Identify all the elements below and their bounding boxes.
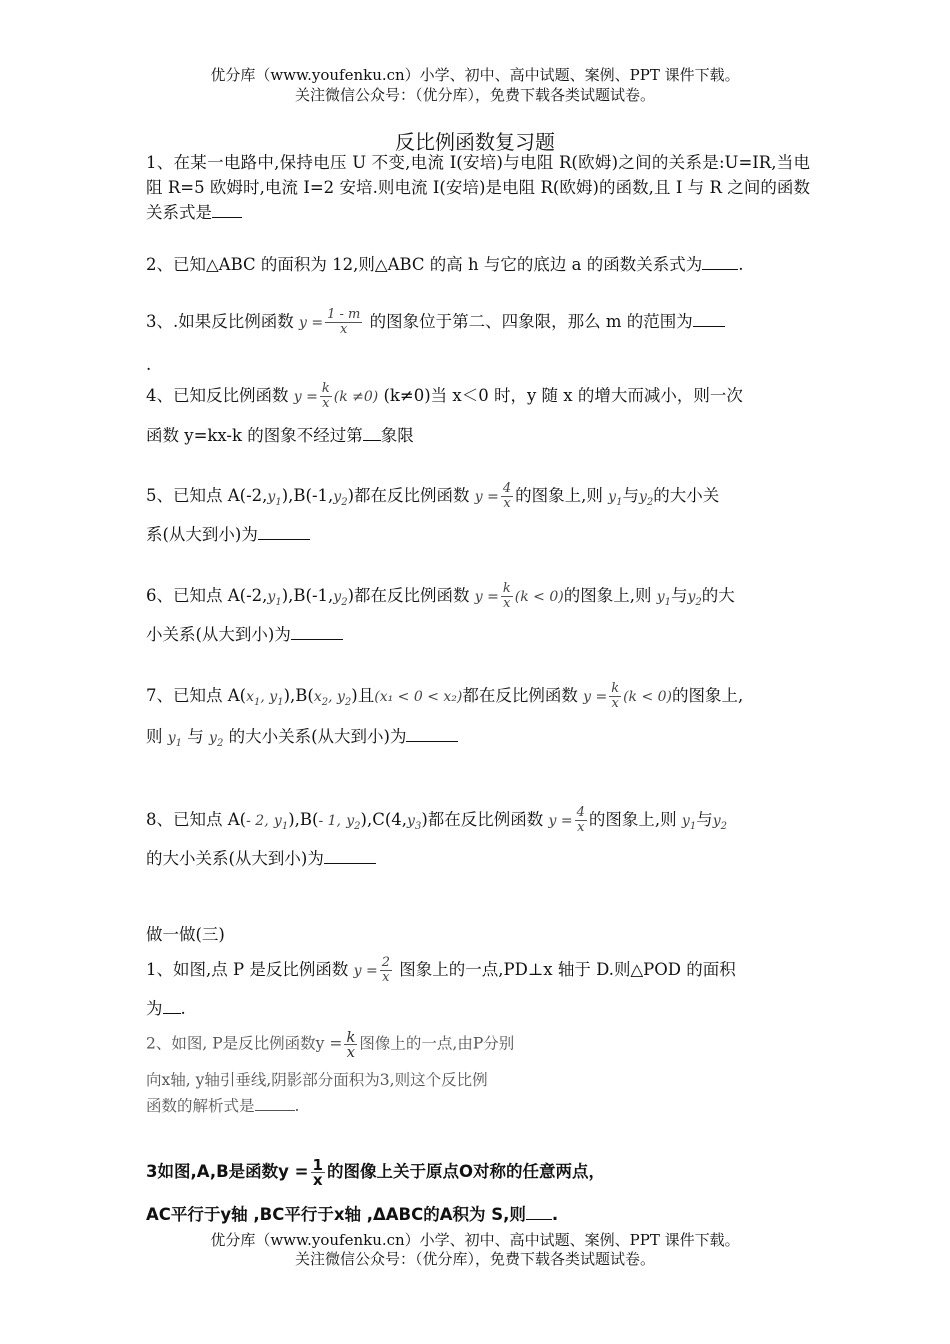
question-1: 1、在某一电路中,保持电压 U 不变,电流 I(安培)与电阻 R(欧姆)之间的关系是:U=IR,当电阻 R=5 欧姆时,电流 I=2 安培.则电流 I(安培)是电阻 R(欧姆)的函数,且 I 与 R 之间的函数关系式是 — [146, 153, 810, 222]
question-2: 2、已知△ABC 的面积为 12,则△ABC 的高 h 与它的底边 a 的函数关系式为 . — [146, 255, 744, 274]
fraction: $\frac{k}{x}$ — [346, 1028, 356, 1061]
header-line-1: 优分库（www.youfenku.cn）小学、初中、高中试题、案例、PPT 课件下载。 — [210, 66, 740, 84]
fraction: $\frac{k}{x}$ — [502, 581, 511, 611]
exercise-3: 3如图,A,B是函数y = $\frac{1}{x}$ 的图像上关于原点O对称的任意两点， — [146, 1156, 605, 1189]
question-5-line-2: 系(从大到小)为 — [146, 522, 810, 547]
question-5: 5、已知点 $A(-2,y_1),B(-1,y_2)$都在反比例函数 y = $\frac{4}{x}$ 的图象上,则 $y_1$与$y_2$的大小关 — [146, 481, 720, 511]
footer-line-1: 优分库（www.youfenku.cn）小学、初中、高中试题、案例、PPT 课件下载。 — [210, 1231, 740, 1249]
question-8: 8、已知点 A(- 2, $y_1),B(-$ 1, $y_2),C(4,y_3)$都在反比例函数 y = $\frac{4}{x}$ 的图象上,则 $y_1$与$y_2$ — [146, 805, 727, 835]
question-3: 3、.如果反比例函数 y = $\frac{1 - m}{x}$ 的图象位于第二、四象限，那么 m 的范围为 — [146, 308, 810, 337]
exercise-1-line-2: 为 . — [146, 999, 186, 1018]
question-4-line-2: 函数 y=kx-k 的图象不经过第 象限 — [146, 426, 414, 445]
fraction: $\frac{4}{x}$ — [576, 805, 585, 835]
question-7-line-2: 则 $y_1$ 与 $y_2$ 的大小关系(从大到小)为 — [146, 724, 810, 756]
exercise-1: 1、如图,点 P 是反比例函数 y = $\frac{2}{x}$ 图象上的一点,PD⊥x 轴于 D.则△POD 的面积 — [146, 955, 736, 985]
exercise-2: 2、如图, P是反比例函数y = $\frac{k}{x}$ 图像上的一点,由P分别 — [146, 1028, 515, 1061]
question-3-dot: . — [146, 355, 152, 374]
question-6: 6、已知点 $A(-2,y_1),B(-1,y_2)$都在反比例函数 y = $\frac{k}{x}$ (k < 0)的图象上,则 $y_1$与$y_2$的大 — [146, 581, 735, 611]
exercise-3-line-2: AC平行于y轴 ,BC平行于x轴 ,ΔABC的A积为 S,则 . — [146, 1205, 559, 1224]
fraction: $\frac{k}{x}$ — [611, 681, 620, 711]
fraction: $\frac{2}{x}$ — [381, 955, 390, 985]
header-line-2: 关注微信公众号：（优分库），免费下载各类试题试卷。 — [294, 86, 655, 104]
fraction: $\frac{1}{x}$ — [312, 1156, 323, 1189]
question-6-line-2: 小关系(从大到小)为 — [146, 622, 810, 647]
question-7: 7、已知点 $A(x_1$, $y_1),B(x_2$, $y_2$)且(x₁ < 0 < x₂)都在反比例函数 y = $\frac{k}{x}$ (k < 0)的图象上, — [146, 681, 744, 711]
page-title: 反比例函数复习题 — [395, 130, 555, 154]
fraction: $\frac{k}{x}$ — [321, 381, 330, 411]
exercise-2-line-2: 向x轴, y轴引垂线,阴影部分面积为3,则这个反比例 — [146, 1071, 488, 1089]
fraction: $\frac{1 - m}{x}$ — [327, 307, 361, 337]
exercise-2-line-3: 函数的解析式是 . — [146, 1094, 810, 1119]
question-4: 4、已知反比例函数 y = $\frac{k}{x}$ (k ≠0) (k≠0)当 x＜0 时，y 随 x 的增大而减小，则一次 — [146, 381, 743, 411]
question-8-line-2: 的大小关系(从大到小)为 — [146, 846, 810, 871]
fraction: $\frac{4}{x}$ — [502, 481, 512, 511]
footer-line-2: 关注微信公众号：（优分库），免费下载各类试题试卷。 — [294, 1250, 655, 1268]
section-heading: 做一做(三) — [146, 925, 225, 944]
